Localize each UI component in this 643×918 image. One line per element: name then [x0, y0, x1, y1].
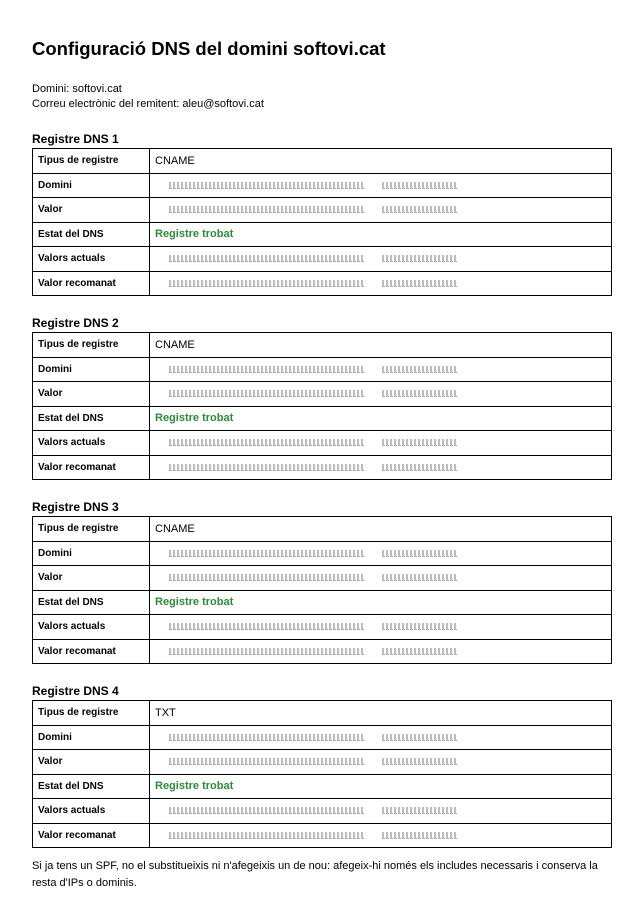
redacted-text — [382, 648, 457, 655]
value-value-redacted — [150, 382, 612, 407]
label-current: Valors actuals — [33, 247, 150, 272]
status-badge: Registre trobat — [150, 222, 612, 247]
redacted-text — [169, 280, 364, 287]
redacted-text — [169, 464, 364, 471]
label-recommended: Valor recomanat — [33, 271, 150, 296]
redacted-text — [382, 574, 457, 581]
value-type: CNAME — [150, 517, 612, 542]
status-badge: Registre trobat — [150, 774, 612, 799]
row-value — [33, 198, 612, 223]
status-badge: Registre trobat — [150, 590, 612, 615]
row-status — [33, 774, 612, 799]
row-status — [33, 590, 612, 615]
redacted-text — [382, 182, 457, 189]
row-domain — [33, 173, 612, 198]
record-title: Registre DNS 1 — [32, 132, 119, 146]
redacted-text — [169, 182, 364, 189]
page-title: Configuració DNS del domini softovi.cat — [32, 38, 386, 59]
label-current: Valors actuals — [33, 615, 150, 640]
row-value — [33, 750, 612, 775]
row-status — [33, 222, 612, 247]
redacted-text — [382, 439, 457, 446]
redacted-text — [382, 390, 457, 397]
records-container — [32, 132, 612, 848]
label-type: Tipus de registre — [33, 517, 150, 542]
redacted-text — [169, 390, 364, 397]
label-recommended: Valor recomanat — [33, 639, 150, 664]
value-domain-redacted — [150, 541, 612, 566]
value-value-redacted — [150, 566, 612, 591]
row-current — [33, 615, 612, 640]
label-type: Tipus de registre — [33, 701, 150, 726]
row-type — [33, 517, 612, 542]
redacted-text — [169, 623, 364, 630]
value-current-redacted — [150, 431, 612, 456]
redacted-text — [169, 648, 364, 655]
redacted-text — [382, 366, 457, 373]
redacted-text — [169, 807, 364, 814]
row-current — [33, 799, 612, 824]
label-status: Estat del DNS — [33, 774, 150, 799]
dns-record — [32, 684, 612, 848]
record-table — [32, 700, 612, 848]
dns-record — [32, 500, 612, 664]
value-current-redacted — [150, 247, 612, 272]
redacted-text — [382, 623, 457, 630]
redacted-text — [382, 255, 457, 262]
value-type: TXT — [150, 701, 612, 726]
label-value: Valor — [33, 566, 150, 591]
row-value — [33, 382, 612, 407]
label-type: Tipus de registre — [33, 333, 150, 358]
redacted-text — [382, 758, 457, 765]
record-title: Registre DNS 3 — [32, 500, 119, 514]
row-domain — [33, 541, 612, 566]
domain-line: Domini: softovi.cat — [32, 83, 122, 95]
redacted-text — [169, 366, 364, 373]
row-current — [33, 431, 612, 456]
redacted-text — [382, 280, 457, 287]
redacted-text — [382, 550, 457, 557]
label-domain: Domini — [33, 541, 150, 566]
row-domain — [33, 725, 612, 750]
redacted-text — [169, 439, 364, 446]
dns-record — [32, 132, 612, 296]
row-type — [33, 149, 612, 174]
redacted-text — [169, 734, 364, 741]
label-recommended: Valor recomanat — [33, 823, 150, 848]
redacted-text — [382, 206, 457, 213]
label-domain: Domini — [33, 173, 150, 198]
value-value-redacted — [150, 750, 612, 775]
dns-record — [32, 316, 612, 480]
redacted-text — [382, 464, 457, 471]
row-status — [33, 406, 612, 431]
spf-footnote: Si ja tens un SPF, no el substitueixis ni n'afegeixis un de nou: afegeix-hi només els includes necessaris i conserva la resta d'IPs o dominis. — [32, 860, 598, 889]
label-value: Valor — [33, 198, 150, 223]
value-current-redacted — [150, 615, 612, 640]
record-title: Registre DNS 4 — [32, 684, 119, 698]
value-current-redacted — [150, 799, 612, 824]
row-recommended — [33, 639, 612, 664]
record-table — [32, 148, 612, 296]
label-type: Tipus de registre — [33, 149, 150, 174]
value-recommended-redacted — [150, 639, 612, 664]
redacted-text — [169, 255, 364, 262]
label-status: Estat del DNS — [33, 222, 150, 247]
redacted-text — [169, 574, 364, 581]
record-title: Registre DNS 2 — [32, 316, 119, 330]
record-table — [32, 516, 612, 664]
redacted-text — [169, 206, 364, 213]
row-recommended — [33, 455, 612, 480]
document-page — [32, 38, 612, 903]
status-badge: Registre trobat — [150, 406, 612, 431]
label-status: Estat del DNS — [33, 406, 150, 431]
label-domain: Domini — [33, 725, 150, 750]
value-domain-redacted — [150, 173, 612, 198]
label-value: Valor — [33, 382, 150, 407]
value-recommended-redacted — [150, 823, 612, 848]
row-domain — [33, 357, 612, 382]
redacted-text — [382, 832, 457, 839]
label-domain: Domini — [33, 357, 150, 382]
row-recommended — [33, 271, 612, 296]
label-status: Estat del DNS — [33, 590, 150, 615]
value-recommended-redacted — [150, 271, 612, 296]
label-current: Valors actuals — [33, 431, 150, 456]
row-type — [33, 333, 612, 358]
row-recommended — [33, 823, 612, 848]
row-value — [33, 566, 612, 591]
value-recommended-redacted — [150, 455, 612, 480]
value-domain-redacted — [150, 357, 612, 382]
row-type — [33, 701, 612, 726]
redacted-text — [169, 758, 364, 765]
sender-email-line: Correu electrònic del remitent: aleu@softovi.cat — [32, 98, 264, 110]
redacted-text — [169, 550, 364, 557]
redacted-text — [169, 832, 364, 839]
label-recommended: Valor recomanat — [33, 455, 150, 480]
label-value: Valor — [33, 750, 150, 775]
row-current — [33, 247, 612, 272]
value-domain-redacted — [150, 725, 612, 750]
redacted-text — [382, 734, 457, 741]
value-type: CNAME — [150, 333, 612, 358]
record-table — [32, 332, 612, 480]
value-value-redacted — [150, 198, 612, 223]
redacted-text — [382, 807, 457, 814]
label-current: Valors actuals — [33, 799, 150, 824]
value-type: CNAME — [150, 149, 612, 174]
